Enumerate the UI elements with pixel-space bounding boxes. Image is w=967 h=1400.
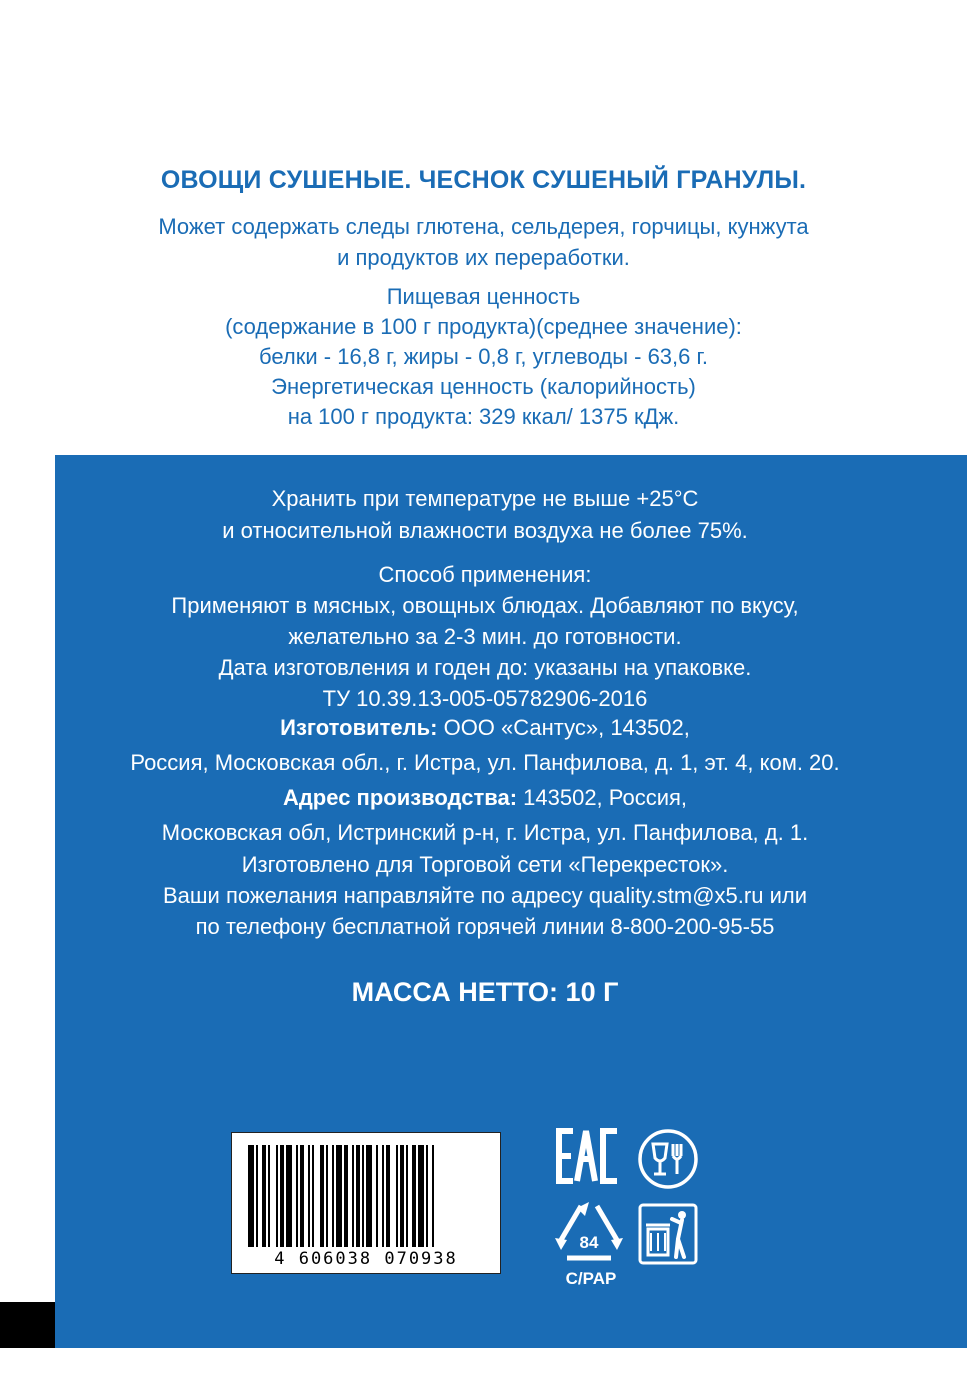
barcode-bar bbox=[432, 1145, 434, 1247]
contact-info bbox=[55, 849, 915, 942]
barcode-bar bbox=[412, 1145, 416, 1247]
barcode-bar bbox=[300, 1145, 304, 1247]
barcode-bar bbox=[262, 1145, 266, 1247]
barcode-bar bbox=[356, 1145, 360, 1247]
tidyman-trash-icon bbox=[638, 1203, 698, 1265]
barcode-bar bbox=[286, 1145, 292, 1247]
usage-line: Применяют в мясных, овощных блюдах. Добавляют по вкусу, bbox=[171, 593, 799, 618]
cup-fork-icon bbox=[637, 1128, 699, 1190]
contact-line: по телефону бесплатной горячей линии 8-800-200-95-55 bbox=[195, 914, 775, 939]
barcode bbox=[231, 1132, 501, 1274]
allergen-warning bbox=[0, 211, 967, 273]
allergen-line: Может содержать следы глютена, сельдерея, горчицы, кунжута bbox=[158, 214, 809, 239]
barcode-bar bbox=[296, 1145, 298, 1247]
blue-info-panel bbox=[55, 455, 967, 1348]
production-address: Московская обл, Истринский р-н, г. Истра, ул. Панфилова, д. 1. bbox=[161, 820, 809, 845]
contact-line: Ваши пожелания направляйте по адресу quality.stm@x5.ru или bbox=[163, 883, 807, 908]
nutrition-line: (содержание в 100 г продукта)(среднее значение): bbox=[225, 314, 742, 339]
barcode-bar bbox=[326, 1145, 328, 1247]
barcode-bar bbox=[386, 1145, 390, 1247]
manufacturer-info bbox=[55, 710, 915, 850]
barcode-bar bbox=[400, 1145, 404, 1247]
usage-line: Дата изготовления и годен до: указаны на упаковке. bbox=[218, 655, 752, 680]
barcode-bar bbox=[344, 1145, 348, 1247]
barcode-bar bbox=[352, 1145, 354, 1247]
barcode-bar bbox=[320, 1145, 324, 1247]
top-section bbox=[0, 0, 967, 455]
nutrition-line: на 100 г продукта: 329 ккал/ 1375 кДж. bbox=[287, 404, 680, 429]
production-label: Адрес производства: bbox=[282, 785, 518, 810]
eac-mark-icon bbox=[555, 1127, 619, 1185]
barcode-bar bbox=[362, 1145, 364, 1247]
barcode-bar bbox=[382, 1145, 384, 1247]
barcode-bar bbox=[418, 1145, 424, 1247]
storage-conditions bbox=[55, 483, 915, 547]
barcode-bar bbox=[396, 1145, 398, 1247]
manufacturer-text: ООО «Сантус», 143502, bbox=[437, 715, 690, 740]
nutrition-line: белки - 16,8 г, жиры - 0,8 г, углеводы - 63,6 г. bbox=[259, 344, 708, 369]
contact-line: Изготовлено для Торговой сети «Перекресток». bbox=[241, 852, 729, 877]
barcode-bar bbox=[376, 1145, 378, 1247]
product-title: ОВОЩИ СУШЕНЫЕ. ЧЕСНОК СУШЕНЫЙ ГРАНУЛЫ. bbox=[160, 166, 807, 194]
usage-line: ТУ 10.39.13-005-05782906-2016 bbox=[322, 686, 648, 711]
barcode-digits: 4 606038 070938 bbox=[274, 1249, 458, 1269]
nutrition-line: Пищевая ценность bbox=[386, 284, 581, 309]
barcode-bar bbox=[268, 1145, 270, 1247]
recycle-label: C/PAP bbox=[565, 1269, 617, 1288]
barcode-bar bbox=[312, 1145, 314, 1247]
storage-line: Хранить при температуре не выше +25°С bbox=[271, 486, 699, 511]
storage-line: и относительной влажности воздуха не более 75%. bbox=[222, 518, 748, 543]
barcode-bar bbox=[332, 1145, 334, 1247]
allergen-line: и продуктов их переработки. bbox=[337, 245, 630, 270]
manufacturer-label: Изготовитель: bbox=[280, 715, 438, 740]
usage-line: Способ применения: bbox=[378, 562, 592, 587]
manufacturer-address: Россия, Московская обл., г. Истра, ул. Панфилова, д. 1, эт. 4, ком. 20. bbox=[130, 750, 840, 775]
barcode-bar bbox=[366, 1145, 372, 1247]
barcode-bar bbox=[308, 1145, 310, 1247]
usage-instructions bbox=[55, 559, 915, 714]
net-weight: МАССА НЕТТО: 10 Г bbox=[351, 977, 619, 1007]
barcode-bar bbox=[336, 1145, 342, 1247]
manufacturer-line bbox=[55, 710, 915, 745]
barcode-bar bbox=[280, 1145, 284, 1247]
recycle-code: 84 bbox=[579, 1233, 599, 1252]
barcode-bar bbox=[248, 1145, 254, 1247]
barcode-bar bbox=[276, 1145, 278, 1247]
barcode-bar bbox=[406, 1145, 408, 1247]
production-line bbox=[55, 780, 915, 815]
recycle-triangle-icon bbox=[553, 1200, 625, 1266]
usage-line: желательно за 2-3 мин. до готовности. bbox=[288, 624, 682, 649]
black-corner-block bbox=[0, 1302, 55, 1348]
nutrition-line: Энергетическая ценность (калорийность) bbox=[271, 374, 696, 399]
barcode-bar bbox=[426, 1145, 428, 1247]
production-text: 143502, Россия, bbox=[517, 785, 688, 810]
barcode-bars bbox=[248, 1145, 488, 1247]
nutrition-info bbox=[0, 282, 967, 432]
barcode-bar bbox=[256, 1145, 258, 1247]
